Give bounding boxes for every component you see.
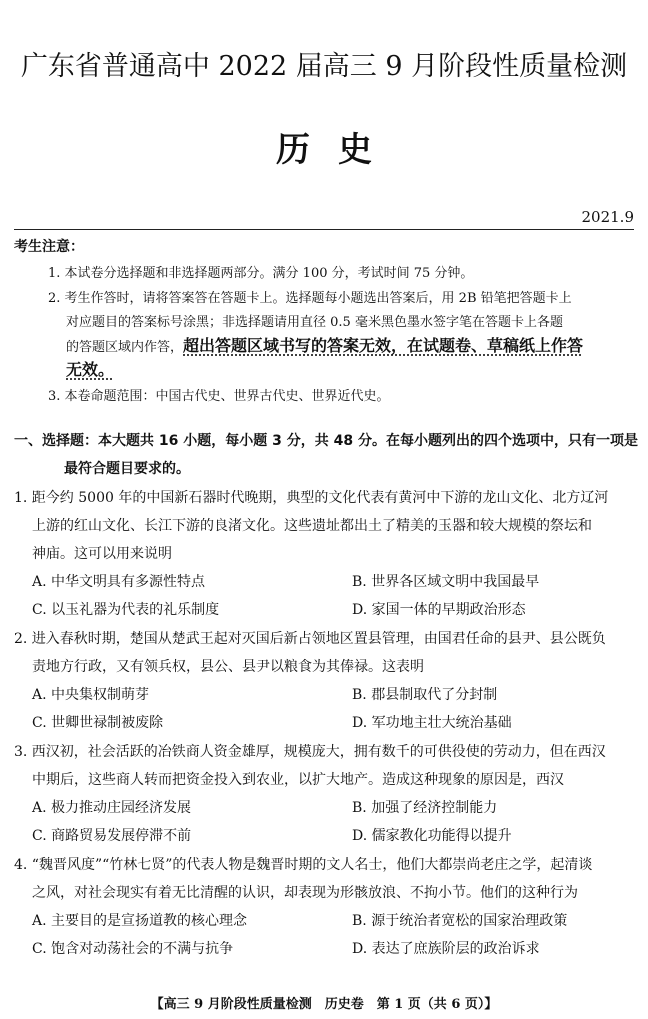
- question-1-option-c[interactable]: C. 以玉礼器为代表的礼乐制度: [32, 602, 220, 618]
- section-heading-line-1: 一、选择题：本大题共 16 小题，每小题 3 分，共 48 分。在每小题列出的四个选项中，只有一项是: [14, 433, 638, 449]
- question-1-option-d[interactable]: D. 家国一体的早期政治形态: [352, 602, 526, 618]
- question-1-line-1: 1. 距今约 5000 年的中国新石器时代晚期，典型的文化代表有黄河中下游的龙山文化、北方辽河: [14, 490, 609, 506]
- notice-line-1: 1. 本试卷分选择题和非选择题两部分。满分 100 分，考试时间 75 分钟。: [48, 266, 474, 281]
- exam-title: 广东省普通高中 2022 届高三 9 月阶段性质量检测: [20, 51, 628, 82]
- notice-line-4: [66, 333, 583, 356]
- question-3-option-c[interactable]: C. 商路贸易发展停滞不前: [32, 828, 192, 844]
- question-4-option-b[interactable]: B. 源于统治者宽松的国家治理政策: [352, 913, 568, 929]
- notice-line-2: 2. 考生作答时，请将答案答在答题卡上。选择题每小题选出答案后，用 2B 铅笔把答题卡上: [48, 291, 572, 306]
- page-footer: 【高三 9 月阶段性质量检测 历史卷 第 1 页（共 6 页）】: [150, 997, 498, 1012]
- question-2-option-c[interactable]: C. 世卿世禄制被废除: [32, 715, 164, 731]
- question-3-option-b[interactable]: B. 加强了经济控制能力: [352, 800, 498, 816]
- notice-heading: 考生注意：: [14, 239, 84, 255]
- question-1-option-a[interactable]: A. 中华文明具有多源性特点: [32, 574, 206, 590]
- notice-line-3: 对应题目的答案标号涂黑；非选择题请用直径 0.5 毫米黑色墨水签字笔在答题卡上各题: [66, 315, 563, 330]
- question-1-line-2: 上游的红山文化、长江下游的良渚文化。这些遗址都出土了精美的玉器和较大规模的祭坛和: [32, 518, 592, 534]
- question-2-option-a[interactable]: A. 中央集权制萌芽: [32, 687, 150, 703]
- subject-title: 历史: [276, 130, 400, 170]
- notice-line-4-emphasis: 超出答题区域书写的答案无效，在试题卷、草稿纸上作答: [183, 336, 584, 355]
- question-1-line-3: 神庙。这可以用来说明: [32, 546, 172, 562]
- question-2-option-b[interactable]: B. 郡县制取代了分封制: [352, 687, 498, 703]
- question-2-line-1: 2. 进入春秋时期，楚国从楚武王起对灭国后新占领地区置县管理，由国君任命的县尹、县公既负: [14, 631, 606, 647]
- notice-line-6: 3. 本卷命题范围：中国古代史、世界古代史、世界近代史。: [48, 389, 390, 404]
- question-4-line-1: 4. “魏晋风度”“竹林七贤”的代表人物是魏晋时期的文人名士，他们大都崇尚老庄之学，起清谈: [14, 857, 593, 873]
- section-heading-line-2: 最符合题目要求的。: [64, 461, 190, 477]
- question-3-option-d[interactable]: D. 儒家教化功能得以提升: [352, 828, 512, 844]
- question-2-option-d[interactable]: D. 军功地主壮大统治基础: [352, 715, 512, 731]
- question-4-line-2: 之风，对社会现实有着无比清醒的认识，却表现为形骸放浪、不拘小节。他们的这种行为: [32, 885, 578, 901]
- question-4-option-c[interactable]: C. 饱含对动荡社会的不满与抗争: [32, 941, 234, 957]
- question-3-line-2: 中期后，这些商人转而把资金投入到农业，以扩大地产。造成这种现象的原因是，西汉: [32, 772, 564, 788]
- question-1-option-b[interactable]: B. 世界各区域文明中我国最早: [352, 574, 540, 590]
- question-3-option-a[interactable]: A. 极力推动庄园经济发展: [32, 800, 192, 816]
- question-2-line-2: 责地方行政，又有领兵权，县公、县尹以粮食为其俸禄。这表明: [32, 659, 424, 675]
- question-3-line-1: 3. 西汉初，社会活跃的冶铁商人资金雄厚，规模庞大，拥有数千的可供役使的劳动力，但在西汉: [14, 744, 606, 760]
- notice-line-4-plain: 的答题区域内作答，: [66, 340, 184, 355]
- question-4-option-a[interactable]: A. 主要目的是宣扬道教的核心理念: [32, 913, 248, 929]
- notice-line-5: 无效。: [66, 360, 115, 379]
- header-divider: [14, 229, 634, 230]
- exam-date: 2021.9: [581, 208, 634, 226]
- question-4-option-d[interactable]: D. 表达了庶族阶层的政治诉求: [352, 941, 540, 957]
